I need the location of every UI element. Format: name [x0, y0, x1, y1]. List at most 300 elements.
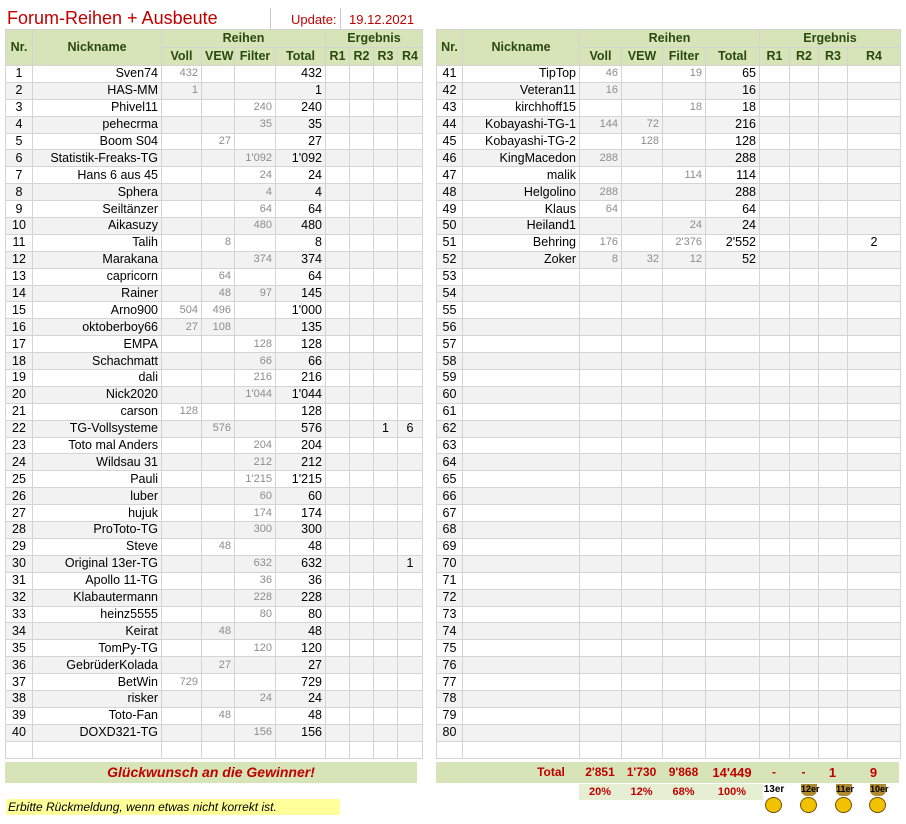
row-filter — [663, 116, 706, 133]
row-nr: 58 — [437, 353, 463, 370]
row-nr: 14 — [6, 285, 33, 302]
row-nr: 74 — [437, 623, 463, 640]
row-r4 — [398, 184, 423, 201]
row-r3 — [819, 674, 848, 691]
table-row — [437, 251, 901, 268]
row-r1 — [760, 66, 790, 83]
row-nr: 20 — [6, 386, 33, 403]
row-nickname: hujuk — [33, 505, 162, 522]
row-total: 114 — [706, 167, 760, 184]
row-r4 — [848, 674, 901, 691]
row-r3 — [374, 234, 398, 251]
row-nickname — [463, 623, 580, 640]
row-nickname: Wildsau 31 — [33, 454, 162, 471]
col-vew: VEW — [202, 48, 235, 66]
row-r4 — [848, 403, 901, 420]
row-nickname: ProToto-TG — [33, 522, 162, 539]
row-nickname — [463, 640, 580, 657]
row-nr: 53 — [437, 268, 463, 285]
row-r2 — [350, 201, 374, 218]
row-r4 — [398, 133, 423, 150]
row-r4 — [848, 353, 901, 370]
row-nr: 41 — [437, 66, 463, 83]
total-voll: 2'851 — [585, 765, 615, 779]
feedback-note: Erbitte Rückmeldung, wenn etwas nicht korrekt ist. — [6, 799, 340, 815]
row-nr: 32 — [6, 589, 33, 606]
row-filter: 240 — [235, 99, 276, 116]
row-total: 64 — [706, 201, 760, 218]
row-voll — [580, 471, 622, 488]
row-r1 — [760, 606, 790, 623]
row-nr: 2 — [6, 82, 33, 99]
row-r2 — [350, 370, 374, 387]
col-filter: Filter — [235, 48, 276, 66]
table-row — [437, 150, 901, 167]
row-r4 — [848, 488, 901, 505]
row-nickname: Zoker — [463, 251, 580, 268]
row-r1 — [760, 623, 790, 640]
row-voll — [580, 386, 622, 403]
row-nr: 65 — [437, 471, 463, 488]
row-nr: 60 — [437, 386, 463, 403]
row-r4 — [848, 302, 901, 319]
row-r2 — [790, 234, 819, 251]
row-voll — [580, 99, 622, 116]
row-r1 — [326, 538, 350, 555]
row-r1 — [760, 268, 790, 285]
row-vew: 496 — [202, 302, 235, 319]
row-filter: 216 — [235, 370, 276, 387]
row-vew — [202, 116, 235, 133]
row-r4 — [398, 403, 423, 420]
row-total — [706, 674, 760, 691]
row-nickname: oktoberboy66 — [33, 319, 162, 336]
row-r2 — [790, 488, 819, 505]
row-vew: 8 — [202, 234, 235, 251]
table-row — [6, 302, 423, 319]
row-filter — [235, 674, 276, 691]
row-r3 — [819, 505, 848, 522]
row-r2 — [790, 522, 819, 539]
row-voll: 1 — [162, 82, 202, 99]
table-row — [6, 319, 423, 336]
row-r2 — [350, 116, 374, 133]
row-voll — [162, 488, 202, 505]
row-r1 — [326, 150, 350, 167]
row-nr: 31 — [6, 572, 33, 589]
row-filter — [663, 184, 706, 201]
row-r4 — [398, 234, 423, 251]
row-total — [706, 268, 760, 285]
row-nickname: kirchhoff15 — [463, 99, 580, 116]
row-nr: 71 — [437, 572, 463, 589]
row-r4 — [848, 724, 901, 741]
row-r3 — [819, 218, 848, 235]
row-nr: 57 — [437, 336, 463, 353]
row-total — [706, 386, 760, 403]
row-nickname: luber — [33, 488, 162, 505]
row-nickname: Heiland1 — [463, 218, 580, 235]
table-row — [6, 724, 423, 741]
row-r3 — [374, 471, 398, 488]
row-nr: 76 — [437, 657, 463, 674]
row-r1 — [760, 319, 790, 336]
row-r3 — [374, 488, 398, 505]
col-r2: R2 — [350, 48, 374, 66]
row-voll — [162, 268, 202, 285]
row-nickname: KingMacedon — [463, 150, 580, 167]
row-vew — [202, 572, 235, 589]
row-nr: 77 — [437, 674, 463, 691]
row-r4 — [848, 640, 901, 657]
row-filter — [663, 302, 706, 319]
row-voll — [580, 707, 622, 724]
row-r4 — [848, 116, 901, 133]
row-r2 — [790, 640, 819, 657]
row-r1 — [760, 302, 790, 319]
row-total — [706, 505, 760, 522]
row-r2 — [790, 66, 819, 83]
row-nickname — [463, 538, 580, 555]
percent-voll: 20% — [588, 786, 612, 798]
row-voll — [580, 657, 622, 674]
row-r4 — [398, 707, 423, 724]
row-r4 — [848, 572, 901, 589]
row-r1 — [326, 336, 350, 353]
row-r4 — [398, 116, 423, 133]
row-r3 — [374, 370, 398, 387]
row-nickname — [463, 437, 580, 454]
row-nr: 49 — [437, 201, 463, 218]
row-nr: 21 — [6, 403, 33, 420]
table-row — [6, 218, 423, 235]
row-voll — [162, 386, 202, 403]
row-r3 — [819, 234, 848, 251]
row-nickname: TipTop — [463, 66, 580, 83]
row-nr: 48 — [437, 184, 463, 201]
row-r2 — [350, 99, 374, 116]
row-vew — [202, 167, 235, 184]
row-r1 — [326, 420, 350, 437]
row-voll — [162, 640, 202, 657]
row-filter: 19 — [663, 66, 706, 83]
row-total: 1'215 — [276, 471, 326, 488]
row-vew — [622, 420, 663, 437]
row-r3 — [374, 285, 398, 302]
row-r2 — [350, 403, 374, 420]
row-nickname: TomPy-TG — [33, 640, 162, 657]
table-row — [6, 640, 423, 657]
row-voll — [162, 218, 202, 235]
row-filter — [663, 437, 706, 454]
row-vew — [202, 386, 235, 403]
row-filter — [235, 319, 276, 336]
row-voll — [162, 370, 202, 387]
row-nickname: Statistik-Freaks-TG — [33, 150, 162, 167]
icon-label: 10er — [870, 784, 889, 794]
row-r4 — [848, 167, 901, 184]
table-row — [437, 437, 901, 454]
row-nickname: Apollo 11-TG — [33, 572, 162, 589]
row-vew — [622, 505, 663, 522]
row-total — [706, 488, 760, 505]
row-r4 — [848, 319, 901, 336]
row-voll — [580, 133, 622, 150]
row-filter — [235, 82, 276, 99]
row-vew — [622, 555, 663, 572]
row-nickname: Sven74 — [33, 66, 162, 83]
row-vew: 48 — [202, 285, 235, 302]
row-filter: 174 — [235, 505, 276, 522]
table-row — [437, 420, 901, 437]
row-r3 — [374, 167, 398, 184]
row-r1 — [760, 370, 790, 387]
row-total — [706, 437, 760, 454]
row-filter — [663, 623, 706, 640]
row-r3 — [819, 268, 848, 285]
row-voll — [162, 437, 202, 454]
row-voll — [162, 606, 202, 623]
row-r3 — [374, 522, 398, 539]
row-nr: 24 — [6, 454, 33, 471]
row-vew — [622, 353, 663, 370]
row-filter: 300 — [235, 522, 276, 539]
table-row — [6, 606, 423, 623]
row-r4 — [848, 437, 901, 454]
table-row — [437, 454, 901, 471]
row-total: 48 — [276, 707, 326, 724]
row-nr: 72 — [437, 589, 463, 606]
row-r1 — [760, 707, 790, 724]
table-row — [437, 707, 901, 724]
row-r4 — [848, 505, 901, 522]
table-row — [6, 572, 423, 589]
row-voll — [580, 522, 622, 539]
row-r2 — [790, 538, 819, 555]
row-vew — [622, 302, 663, 319]
row-r2 — [350, 522, 374, 539]
icon-label: 11er — [836, 784, 855, 794]
row-total — [706, 606, 760, 623]
row-filter — [663, 674, 706, 691]
row-r1 — [326, 403, 350, 420]
row-nickname: Talih — [33, 234, 162, 251]
row-r1 — [760, 336, 790, 353]
row-r1 — [760, 167, 790, 184]
row-total: 27 — [276, 133, 326, 150]
row-nickname: Kobayashi-TG-2 — [463, 133, 580, 150]
col-nickname: Nickname — [33, 30, 162, 66]
col-filter: Filter — [663, 48, 706, 66]
row-r2 — [790, 437, 819, 454]
row-voll — [580, 302, 622, 319]
row-voll: 46 — [580, 66, 622, 83]
table-row — [6, 285, 423, 302]
row-r4 — [398, 302, 423, 319]
row-total — [706, 538, 760, 555]
row-r2 — [350, 707, 374, 724]
table-row — [437, 82, 901, 99]
row-r3 — [374, 606, 398, 623]
row-filter — [663, 336, 706, 353]
row-total — [706, 640, 760, 657]
table-row — [437, 640, 901, 657]
table-row — [6, 251, 423, 268]
row-r3 — [374, 302, 398, 319]
row-r3 — [819, 555, 848, 572]
row-r4 — [848, 555, 901, 572]
row-filter: 1'215 — [235, 471, 276, 488]
table-row — [6, 623, 423, 640]
row-voll — [580, 674, 622, 691]
row-filter: 24 — [235, 690, 276, 707]
row-voll: 144 — [580, 116, 622, 133]
row-r1 — [760, 674, 790, 691]
row-r2 — [790, 674, 819, 691]
row-r2 — [790, 116, 819, 133]
row-vew — [622, 201, 663, 218]
row-r2 — [790, 623, 819, 640]
row-voll — [580, 319, 622, 336]
row-r3 — [819, 82, 848, 99]
row-r2 — [790, 167, 819, 184]
row-r4: 6 — [398, 420, 423, 437]
row-voll — [162, 589, 202, 606]
row-filter: 18 — [663, 99, 706, 116]
table-row — [6, 403, 423, 420]
row-total: 24 — [706, 218, 760, 235]
row-r4 — [398, 589, 423, 606]
row-r4 — [848, 336, 901, 353]
row-nr: 45 — [437, 133, 463, 150]
row-vew: 27 — [202, 657, 235, 674]
row-r2 — [790, 555, 819, 572]
row-voll — [162, 623, 202, 640]
row-total: 1'092 — [276, 150, 326, 167]
row-r4 — [848, 657, 901, 674]
row-r2 — [790, 353, 819, 370]
row-nr: 51 — [437, 234, 463, 251]
table-row — [437, 657, 901, 674]
row-vew — [202, 471, 235, 488]
row-r2 — [790, 386, 819, 403]
row-nr: 59 — [437, 370, 463, 387]
row-nr: 39 — [6, 707, 33, 724]
row-r3 — [819, 488, 848, 505]
row-voll — [162, 116, 202, 133]
row-nr: 22 — [6, 420, 33, 437]
row-total: 729 — [276, 674, 326, 691]
row-r1 — [326, 386, 350, 403]
row-vew: 128 — [622, 133, 663, 150]
row-r1 — [326, 319, 350, 336]
row-r3 — [819, 724, 848, 741]
row-r4 — [398, 724, 423, 741]
row-filter — [663, 403, 706, 420]
row-r1 — [760, 99, 790, 116]
row-r3 — [374, 99, 398, 116]
row-vew: 108 — [202, 319, 235, 336]
row-vew — [202, 353, 235, 370]
row-vew: 72 — [622, 116, 663, 133]
row-nr: 43 — [437, 99, 463, 116]
row-voll — [162, 657, 202, 674]
row-vew: 48 — [202, 623, 235, 640]
row-r3 — [374, 184, 398, 201]
row-nr: 40 — [6, 724, 33, 741]
results-table-left — [5, 29, 423, 759]
row-nickname: Helgolino — [463, 184, 580, 201]
row-voll: 504 — [162, 302, 202, 319]
row-r3 — [819, 302, 848, 319]
row-r1 — [326, 99, 350, 116]
row-r3 — [819, 319, 848, 336]
row-total — [706, 555, 760, 572]
table-row — [437, 285, 901, 302]
row-r3 — [374, 623, 398, 640]
row-r1 — [326, 167, 350, 184]
row-r2 — [350, 724, 374, 741]
row-r2 — [350, 386, 374, 403]
row-total: 300 — [276, 522, 326, 539]
row-vew — [622, 82, 663, 99]
row-r1 — [326, 707, 350, 724]
row-filter: 12 — [663, 251, 706, 268]
row-r1 — [326, 471, 350, 488]
row-vew — [202, 555, 235, 572]
table-row — [6, 471, 423, 488]
table-row — [6, 353, 423, 370]
row-r4 — [398, 99, 423, 116]
row-nickname: Seiltänzer — [33, 201, 162, 218]
row-filter — [663, 522, 706, 539]
row-r4 — [398, 386, 423, 403]
row-r1 — [760, 437, 790, 454]
table-row — [6, 336, 423, 353]
results-table-right — [436, 29, 901, 759]
row-vew — [202, 150, 235, 167]
row-nr: 61 — [437, 403, 463, 420]
row-r2 — [350, 218, 374, 235]
row-nr: 64 — [437, 454, 463, 471]
row-vew — [622, 454, 663, 471]
row-r2 — [350, 674, 374, 691]
row-voll — [580, 353, 622, 370]
row-total — [706, 403, 760, 420]
row-nickname — [463, 488, 580, 505]
row-total: 64 — [276, 268, 326, 285]
row-r4 — [398, 522, 423, 539]
col-total: Total — [706, 48, 760, 66]
row-filter: 632 — [235, 555, 276, 572]
row-total — [706, 353, 760, 370]
row-voll — [580, 640, 622, 657]
row-voll — [162, 99, 202, 116]
row-vew — [622, 674, 663, 691]
row-r2 — [790, 201, 819, 218]
table-row — [437, 66, 901, 83]
row-nickname: Sphera — [33, 184, 162, 201]
row-total — [706, 420, 760, 437]
row-total: 216 — [706, 116, 760, 133]
row-total: 204 — [276, 437, 326, 454]
row-r2 — [350, 66, 374, 83]
row-r2 — [350, 437, 374, 454]
row-filter: 80 — [235, 606, 276, 623]
row-r1 — [760, 251, 790, 268]
row-r2 — [350, 657, 374, 674]
row-total: 65 — [706, 66, 760, 83]
